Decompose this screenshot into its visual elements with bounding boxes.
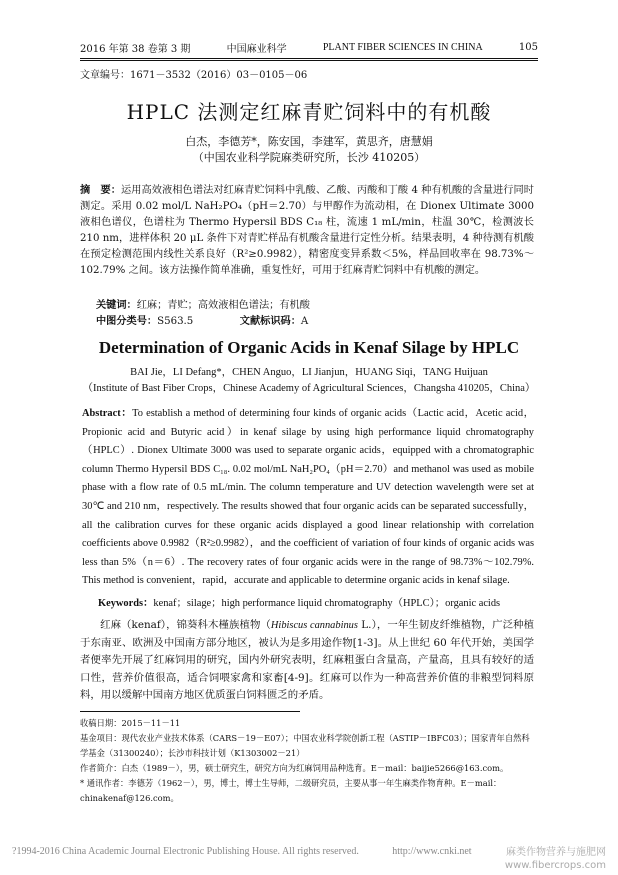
clc-value: S563.5 <box>157 316 194 327</box>
affiliation-cn: （中国农业科学院麻类研究所，长沙 410205） <box>192 151 426 164</box>
doc-code-label: 文献标识码： <box>239 315 301 327</box>
title-cn: HPLC 法测定红麻青贮饲料中的有机酸 <box>126 100 492 124</box>
species-name: Hibiscus cannabinus <box>270 620 358 631</box>
watermark <box>505 846 606 872</box>
body-paragraph <box>80 617 534 705</box>
doc-code-value: A <box>300 316 309 327</box>
abstract-cn-label: 摘 要： <box>80 184 122 196</box>
abstract-en-text: To establish a method of determining four kinds of organic acids（Lactic acid，Acetic acid，Propionic acid and Butyric acid）in kenaf silage by using high performance liquid chromatography（HPLC）. Dionex Ultimate 3000 was used to separate organic acids，equipped with a chromatographic column Thermo Hypersil BDS C₁₈. 0.02 mol/mL NaH₂PO₄（pH＝2.70）and methanol was used as mobile phase with a flow rate of 0.5 mL/min. The column temperature and UV detection wavelength were set at 30℃ and 210 nm，respectively. The results showed that four organic acids can be separated successfully，all the calibration curves for these organic acids displayed a good linear relationship with correlation coefficients above 0.9982（R²≥0.9982），and the coefficient of variation of four kinds of organic acids was less than 5%（n＝6）. The recovery rates of four organic acids were in the range of 98.73%～102.79%. This method is convenient，rapid，accurate and applicable to determine organic acids in kenaf silage. <box>82 408 534 587</box>
page-number: 105 <box>518 41 538 53</box>
footnote-received: 收稿日期：2015－11－11 <box>80 718 181 728</box>
watermark-text: 麻类作物营养与施肥网 <box>506 847 606 858</box>
body-text-2: L.），一年生韧皮纤维植物，广泛种植于东南亚、欧洲及中国南方部分地区，被认为是多用途作物[1-3]。从上世纪 60 年代开始，美国学者便率先开展了红麻饲用的研究，国内外研究表明，红麻粗蛋白含量高，产量高，且具有较好的适口性，营养价值很高，适合饲喂家禽和家畜[4-9]。红麻可以作为一种高营养价值的非粮型饲料原料，用以缓解中国南方地区优质蛋白饲料匮乏的矛盾。 <box>80 619 534 701</box>
authors-en: BAI Jie，LI Defang*，CHEN Anguo，LI Jianjun，HUANG Siqi，TANG Huijuan <box>130 367 488 378</box>
keywords-en-text: kenaf；silage；high performance liquid chromatography（HPLC）；organic acids <box>153 598 501 609</box>
authors-cn: 白杰，李德芳*，陈安国，李建军，黄思齐，唐慧娟 <box>185 135 433 148</box>
keywords-en <box>98 594 500 609</box>
page-footer <box>12 846 606 872</box>
keywords-en-label: Keywords： <box>98 598 154 609</box>
clc-label: 中图分类号： <box>96 315 158 327</box>
journal-name-en: PLANT FIBER SCIENCES IN CHINA <box>322 41 483 53</box>
keywords-cn <box>96 296 310 311</box>
copyright-notice: ?1994-2016 China Academic Journal Electronic Publishing House. All rights reserved. <box>12 846 359 857</box>
running-header <box>80 38 538 56</box>
classification <box>96 312 308 327</box>
keywords-cn-text: 红麻；青贮；高效液相色谱法；有机酸 <box>136 300 310 311</box>
watermark-url: www.fibercrops.com <box>504 860 606 871</box>
footnote-rule <box>80 711 300 712</box>
abstract-en <box>82 405 534 591</box>
cnki-url[interactable]: http://www.cnki.net <box>392 846 472 857</box>
article-number: 文章编号：1671－3532（2016）03－0105－06 <box>80 70 308 81</box>
header-rule <box>80 58 538 59</box>
header-rule-thin <box>80 60 538 61</box>
journal-name-cn: 中国麻业科学 <box>226 43 287 55</box>
keywords-cn-label: 关键词： <box>96 299 137 311</box>
footnote-author: 作者简介：白杰（1989－），男，硕士研究生，研究方向为红麻饲用品种选育。E－mail：baijie5266@163.com。 <box>80 763 509 773</box>
body-text-1: 红麻（kenaf），锦葵科木槿族植物（ <box>100 619 271 631</box>
issue-info: 2016 年第 38 卷第 3 期 <box>80 43 191 55</box>
affiliation-en: （Institute of Bast Fiber Crops，Chinese Academy of Agricultural Sciences，Changsha 410205，China） <box>82 383 536 394</box>
abstract-cn <box>80 182 534 279</box>
title-en: Determination of Organic Acids in Kenaf Silage by HPLC <box>98 338 520 357</box>
footnote-funding: 基金项目：现代农业产业技术体系（CARS－19－E07）；中国农业科学院创新工程（ASTIP－IBFC03）；国家青年自然科学基金（31300240）；长沙市科技计划（K1303002－21） <box>80 733 530 758</box>
footnotes <box>80 716 534 806</box>
abstract-en-label: Abstract： <box>82 408 133 419</box>
footnote-corresponding: * 通讯作者：李德芳（1962－），男，博士，博士生导师，二级研究员，主要从事一年生麻类作物育种。E－mail：chinakenaf@126.com。 <box>80 778 502 803</box>
abstract-cn-text: 运用高效液相色谱法对红麻青贮饲料中乳酸、乙酸、丙酸和丁酸 4 种有机酸的含量进行同时测定。采用 0.02 mol/L NaH₂PO₄（pH＝2.70）与甲醇作为流动相，在 Dionex Ultimate 3000 液相色谱仪，色谱柱为 Thermo Hypersil BDS C₁₈ 柱，流速 1 mL/min，柱温 30℃，检测波长 210 nm，进样体积 20 μL 条件下对青贮样品有机酸含量进行定性分析。结果表明，4 种待测有机酸在预定检测范围内线性关系良好（R²≥0.9982），精密度变异系数＜5%，样品回收率在 98.73%～102.79% 之间。该方法操作简单准确，重复性好，可用于红麻青贮饲料中有机酸的测定。 <box>80 185 534 276</box>
